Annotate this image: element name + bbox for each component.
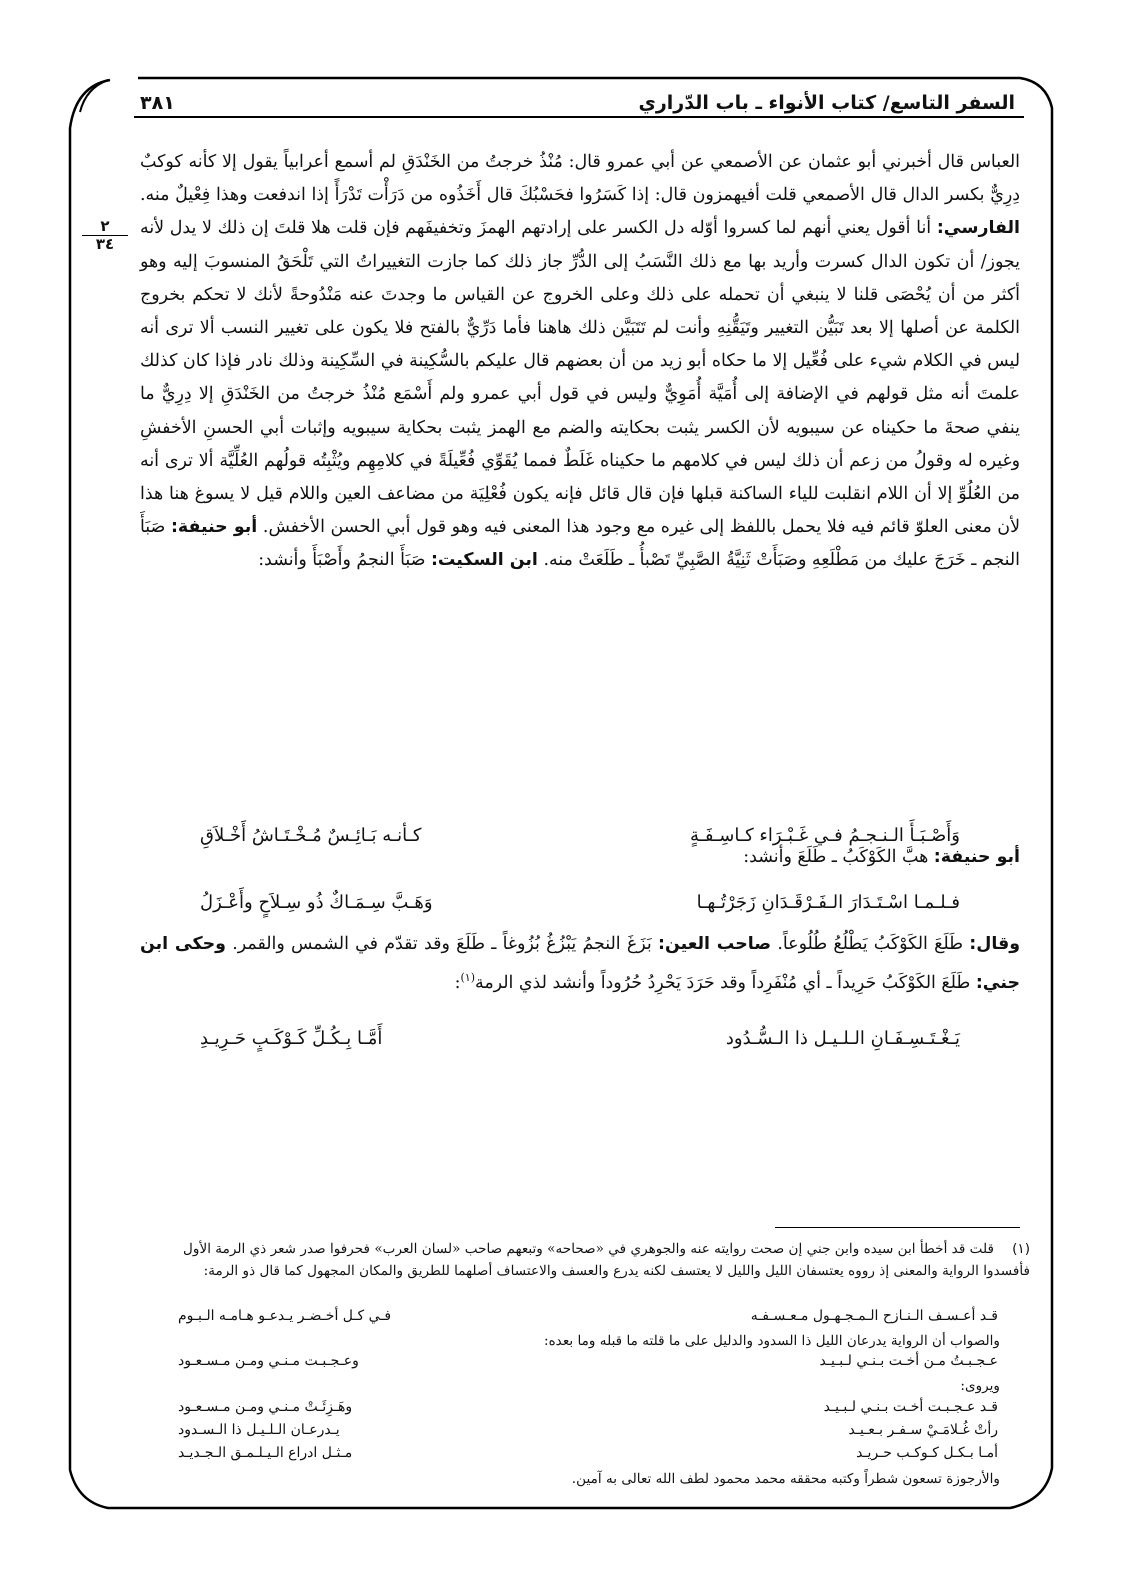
text-segment: طَلَعَ الكَوْكَبُ يَطْلُعُ طُلُوعاً.: [777, 934, 963, 954]
footnote-rule: [775, 1227, 1020, 1228]
footnote-paragraph: [140, 1238, 1030, 1283]
speaker-label: أبو حنيفة:: [933, 847, 1020, 867]
footnote-verse: [178, 1399, 998, 1415]
verse-first-hemistich: يَـغْـتَـسِـفَـانِ الـلـيـل ذا الـسُّـدُود: [725, 1028, 960, 1049]
footnote-verse: [178, 1308, 998, 1324]
verse-first-hemistich: فـلـمـا اسْـتَـدَارَ الـفَـرْقَـدَانِ زَجَرْتُـهـا: [696, 892, 960, 913]
margin-ref-denominator: ٣٤: [82, 235, 128, 253]
verse-first-hemistich: وَأَصْـبَـأَ الـنـجـمُ فـي غَـبْـرَاء كـاسِـفَـةٍ: [689, 825, 960, 846]
verse-line: [200, 892, 960, 913]
header-title: السفر التاسع/ كتاب الأنواء ـ باب الدّراري: [638, 92, 1015, 114]
footnote-reference: (١): [460, 971, 476, 985]
running-header: [140, 78, 1015, 114]
verse-second-hemistich: فـي كـل أخـضـر يـدعـو هـامـه الـبـوم: [178, 1308, 392, 1324]
verse-second-hemistich: كـأنـه بَـائِـسٌ مُـخْـتَـاشُ أَخْـلاَقِ: [200, 825, 422, 846]
text-segment: صَبَأَ النجمُ وأَصْبَأَ وأنشد:: [258, 550, 426, 571]
header-rule: [134, 116, 1024, 118]
verse-second-hemistich: وهَـزِئَـتْ مـنـي ومـن مـسـعـود: [178, 1399, 353, 1415]
verse-first-hemistich: قـد عـجـبـت أخـت بـنـي لـبـيـد: [823, 1399, 998, 1415]
footnote-verse: [178, 1445, 998, 1461]
verse-second-hemistich: وَهَـبَّ سِـمَـاكٌ ذُو سِـلاَحٍ وأَعْـزَلُ: [200, 892, 433, 913]
text-segment: بَزَغَ النجمُ يَبْزُغُ بُزُوغاً ـ طَلَعَ وقد تقدّم في الشمس والقمر.: [232, 934, 652, 954]
margin-ref-numerator: ٢: [100, 217, 110, 235]
speaker-label: وقال:: [969, 934, 1021, 954]
text-segment: هبَّ الكَوْكَبُ ـ طَلَعَ وأنشد:: [743, 847, 929, 867]
verse-second-hemistich: وعـجـبـت مـنـي ومـن مـسـعـود: [178, 1353, 359, 1369]
footnote-verse: [178, 1422, 998, 1438]
footnote-paragraph: [140, 1375, 1000, 1397]
verse-second-hemistich: يـدرعـان الـلـيـل ذا الـسـدود: [178, 1422, 340, 1438]
footnote-paragraph: [140, 1330, 1000, 1352]
text-segment: صَبَأَ النجم ـ خَرَجَ عليك من مَطْلَعِهِ وصَبَأَتْ ثَنِيَّةُ الصَّبِيِّ تَصْبأُ ـ طَلَعَتْ منه.: [140, 517, 1020, 571]
footnote-paragraph: [140, 1468, 1000, 1490]
text-segment: طَلَعَ الكَوْكَبُ حَرِيداً ـ أي مُنْفَرِداً وقد حَرَدَ يَحْرِدُ حُرُوداً وأنشد لذي الرمة: [475, 973, 971, 993]
text-segment: :: [454, 973, 461, 993]
speaker-label: وحكى ابن جني:: [140, 934, 1020, 993]
text-segment: العباس قال أخبرني أبو عثمان عن الأصمعي عن أبي عمرو قال: مُنْذُ خرجتُ من الخَنْدَقِ لم أسمع أعرابياً يقول إلا كأنه كوكبٌ دِرِيٌّ بكسر الدال قال الأصمعي قلت أفيهمزون قال: إذا كَسَرُوا فحَسْبُكَ قال أَخَذُوه من دَرَأْت تَدْرَأً إذا اندفعت وهذا فِعْيلٌ منه.: [140, 152, 1020, 206]
footnote-text: والأرجوزة تسعون شطراً وكتبه محققه محمد محمود لطف الله تعالى به آمين.: [571, 1471, 1000, 1487]
text-line: [140, 840, 1020, 874]
footnote-marker: (١): [1012, 1241, 1030, 1257]
margin-page-reference: [82, 219, 128, 253]
verse-line: [200, 1028, 960, 1049]
text-paragraph: [140, 928, 1020, 1000]
page-number: ٣٨١: [140, 92, 175, 114]
verse-first-hemistich: عـجـبـتُ مـن أخـت بـنـي لـبـيـد: [819, 1353, 998, 1369]
main-text: [140, 146, 1020, 578]
verse-first-hemistich: قـد أعـسـف الـنـازح الـمـجـهـول مـعـسـفـه: [750, 1308, 998, 1324]
speaker-label: أبو حنيفة:: [170, 517, 258, 538]
speaker-label: الفارسي:: [936, 218, 1021, 239]
verse-first-hemistich: رأتْ غُـلامَـيْ سـفـر بـعـيـد: [848, 1422, 998, 1438]
speaker-label: صاحب العين:: [657, 934, 772, 954]
speaker-label: ابن السكيت:: [430, 550, 538, 571]
footnote-text: والصواب أن الرواية يدرعان الليل ذا السدود والدليل على ما قلته ما قبله وما بعده:: [543, 1333, 1000, 1349]
verse-second-hemistich: أَمَّـا بِـكُـلِّ كَـوْكَـبٍ حَـرِيـدِ: [200, 1028, 383, 1049]
verse-first-hemistich: أمـا بـكـل كـوكـب حـريـد: [856, 1445, 998, 1461]
verse-second-hemistich: مـثـل ادراع الـيـلـمـق الـجـديـد: [178, 1445, 353, 1461]
footnote-text: ويروى:: [960, 1378, 1000, 1394]
text-segment: أنا أقول يعني أنهم لما كسروا أوّله دل الكسر على إرادتهم الهمزَ وتخفيفَهم فإن قلت هلا قلتَ إن ذلك لا يدل لأنه يجوز/ أن تكون الدال كسرت وأريد بها مع ذلك النَّسَبُ إلى الدُّرِّ جاز ذلك كما جازت التغييراتُ التي تَلْحَقُ المنسوبَ إليه وهو أكثر من أن يُحْصَى قلنا لا ينبغي أن تحمله على ذلك وعلى الخروج عن القياس ما وجدتَ عنه مَنْدُوحةً لأنك لا تحكم بخروج الكلمة عن أصلها إلا بعد تَبَيُّن التغيير وتَيَقُّنِهِ وأنت لم تَتَبَيَّن ذلك هاهنا فأما دَرِّيٌّ بالفتح فلا يكون على تغيير النسب ألا ترى أنه ليس في الكلام شيء على فُعِّيل إلا ما حكاه أبو زيد من أن بعضهم قال عليكم بالسُّكِينة في السِّكِينة وذلك نادر فإذا كان كذلك علمتَ أنه مثل قولهم في الإضافة إلى أُمَيَّة أُمَوِيٌّ وليس في قول أبي عمرو ولم أَسْمَع مُنْذُ خرجتُ من الخَنْدَقِ إلا دِرِيٌّ ما ينفي صحةَ ما حكيناه عن سيبويه لأن الكسر يثبت بحكايته والضم مع الهمز يثبت بحكاية سيبويه وإثبات أبي الحسنِ الأخفشِ وغيره له وقولُ من زعم أن ذلك ليس في كلامهم ما حكيناه غَلَطٌ فمما يُقَوِّي فُعِّيلَةً في كلامِهِم ويُثْبِتُه قولُهم العُلِّيَّة ألا ترى أنه من العُلُوِّ إلا أن اللام انقلبت للياء الساكنة قبلها فإن قال قائل فإنه يكون فُعْلِيَة من مضاعف العين واللام قيل لا يسوغ هنا هذا لأن معنى العلوّ قائم فيه فلا يحمل باللفظ إلى غيره مع وجود هذا المعنى فيه وهو قول أبي الحسن الأخفش.: [140, 218, 1020, 538]
footnote-text: قلت قد أخطأ ابن سيده وابن جني إن صحت روايته عنه والجوهري في «صحاحه» وتبعهم صاحب «لسان العرب» فحرفوا صدر شعر ذي الرمة الأول فأفسدوا الرواية والمعنى إذ رووه يعتسفان الليل والليل لا يعتسف لكنه يدرع والعسف والاعتساف أصلهما للطريق والمكان المجهول كما قال ذو الرمة:: [183, 1241, 1030, 1280]
footnote-verse: [178, 1353, 998, 1369]
